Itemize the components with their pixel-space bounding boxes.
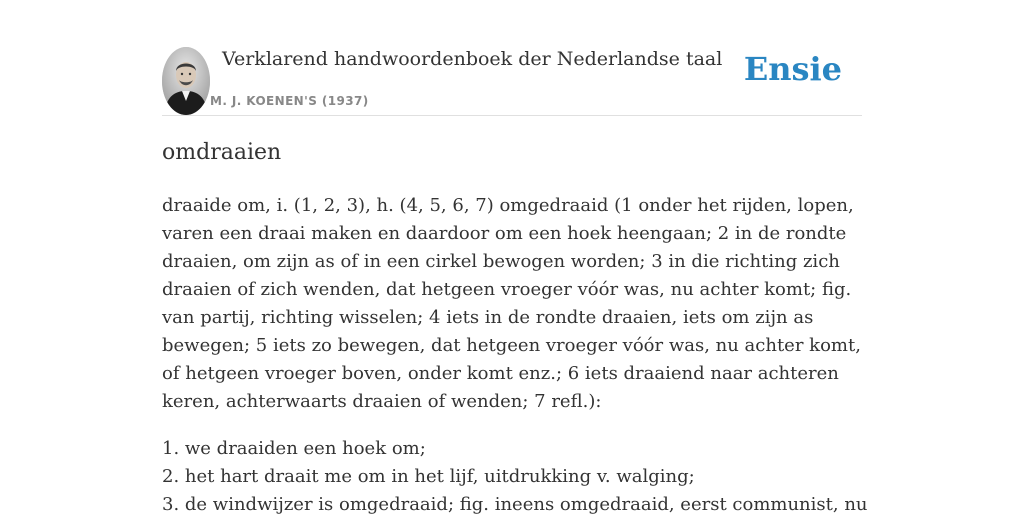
entry-headword: omdraaien [162,140,282,165]
entry-definition: draaide om, i. (1, 2, 3), h. (4, 5, 6, 7) omgedraaid (1 onder het rijden, lopen, varen een draai maken en daardoor om een hoek heengaan; 2 in de rondte draaien, om zijn as of in een cirkel bewogen worden; 3 in die richting zich draaien of zich wenden, dat hetgeen vroeger vóór was, nu achter komt; fig. van partij, richting wisselen; 4 iets in de rondte draaien, iets om zijn as bewegen; 5 iets zo bewegen, dat hetgeen vroeger vóór was, nu achter komt, of hetgeen vroeger boven, onder komt enz.; 6 iets draaiend naar achteren keren, achterwaarts draaien of wenden; 7 refl.): [162,195,861,412]
example-item: 3. de windwijzer is omgedraaid; fig. ineens omgedraaid, eerst communist, nu [162,494,868,515]
example-item: 1. we draaiden een hoek om; [162,438,426,459]
header [162,40,862,116]
book-author: M. J. KOENEN'S (1937) [210,94,369,108]
author-portrait-icon [162,47,210,115]
example-list [162,435,868,519]
brand-logo-link[interactable]: Ensie [743,50,842,88]
book-title: Verklarend handwoordenboek der Nederlandse taal [222,48,723,70]
example-item: 2. het hart draait me om in het lijf, uitdrukking v. walging; [162,466,695,487]
